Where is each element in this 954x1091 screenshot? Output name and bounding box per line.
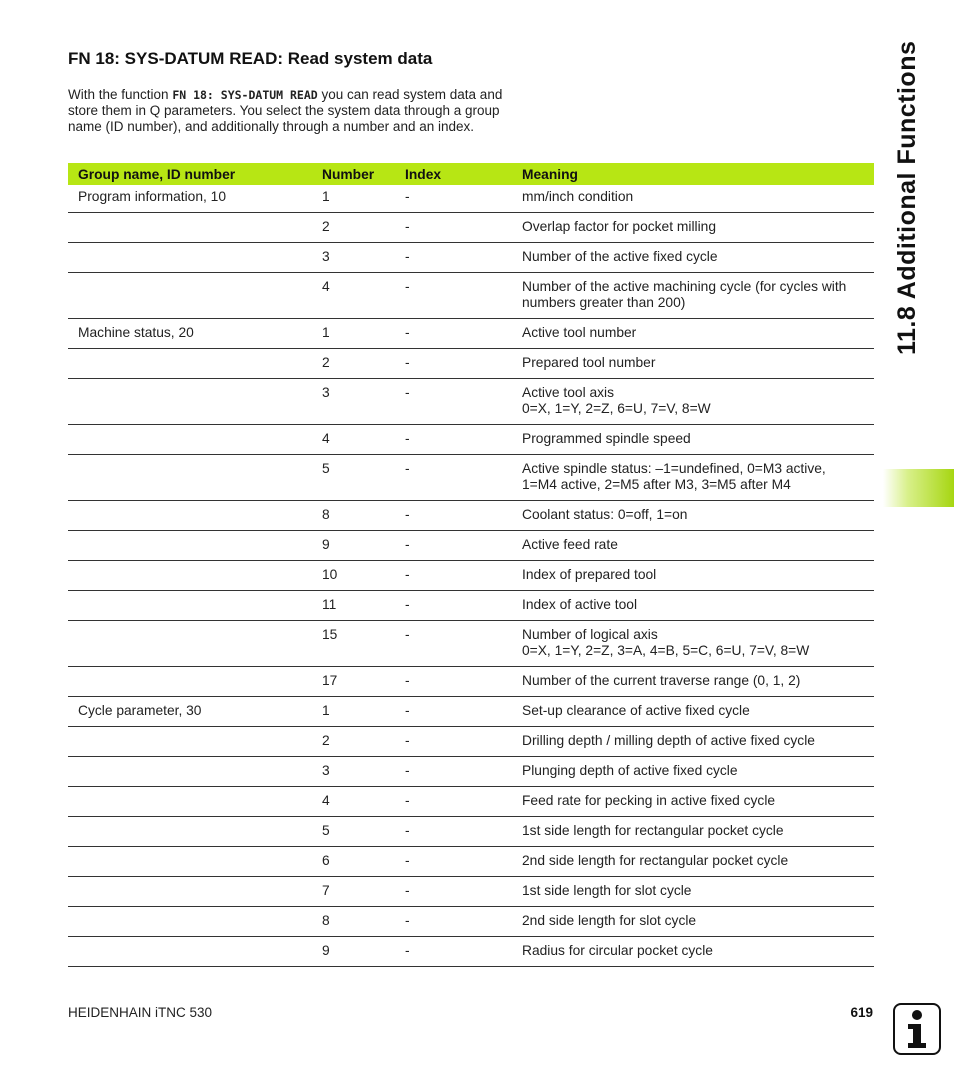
meaning-line: Number of the current traverse range (0, 1, 2) xyxy=(522,673,801,688)
cell-group xyxy=(68,667,312,697)
chapter-tab-marker xyxy=(883,469,954,507)
cell-meaning xyxy=(512,757,874,787)
cell-group xyxy=(68,213,312,243)
table-row xyxy=(68,937,874,967)
cell-group xyxy=(68,273,312,319)
table-header-row xyxy=(68,163,874,185)
cell-number: 8 xyxy=(312,501,395,531)
table-row xyxy=(68,273,874,319)
meaning-line: Active tool axis xyxy=(522,385,615,400)
cell-group xyxy=(68,425,312,455)
meaning-line: Set-up clearance of active fixed cycle xyxy=(522,703,750,718)
cell-group xyxy=(68,727,312,757)
section-heading: FN 18: SYS-DATUM READ: Read system data xyxy=(68,49,433,68)
table-row xyxy=(68,213,874,243)
cell-meaning xyxy=(512,787,874,817)
cell-meaning xyxy=(512,455,874,501)
cell-meaning xyxy=(512,667,874,697)
cell-meaning xyxy=(512,591,874,621)
cell-number: 5 xyxy=(312,455,395,501)
meaning-line: Index of active tool xyxy=(522,597,638,612)
column-header-meaning: Meaning xyxy=(512,163,874,185)
cell-meaning xyxy=(512,561,874,591)
cell-meaning xyxy=(512,425,874,455)
cell-index: - xyxy=(395,907,512,937)
table-row xyxy=(68,817,874,847)
cell-number: 9 xyxy=(312,531,395,561)
cell-index: - xyxy=(395,501,512,531)
meaning-line-2: 0=X, 1=Y, 2=Z, 3=A, 4=B, 5=C, 6=U, 7=V, 8=W xyxy=(522,643,810,658)
meaning-line-2: 0=X, 1=Y, 2=Z, 6=U, 7=V, 8=W xyxy=(522,401,711,416)
cell-group: Program information, 10 xyxy=(68,185,312,213)
cell-number: 3 xyxy=(312,757,395,787)
cell-group xyxy=(68,455,312,501)
cell-number: 9 xyxy=(312,937,395,967)
table-row xyxy=(68,757,874,787)
cell-meaning xyxy=(512,501,874,531)
cell-group: Machine status, 20 xyxy=(68,319,312,349)
cell-number: 1 xyxy=(312,319,395,349)
table-row xyxy=(68,787,874,817)
cell-index: - xyxy=(395,787,512,817)
cell-group xyxy=(68,907,312,937)
cell-index: - xyxy=(395,621,512,667)
cell-meaning xyxy=(512,847,874,877)
intro-paragraph xyxy=(68,87,518,135)
cell-index: - xyxy=(395,531,512,561)
cell-number: 11 xyxy=(312,591,395,621)
meaning-line: 2nd side length for slot cycle xyxy=(522,913,697,928)
cell-group xyxy=(68,591,312,621)
meaning-line-2: 1=M4 active, 2=M5 after M3, 3=M5 after M4 xyxy=(522,477,791,492)
function-code: FN 18: SYS-DATUM READ xyxy=(172,88,318,102)
table-row xyxy=(68,907,874,937)
cell-number: 1 xyxy=(312,697,395,727)
cell-index: - xyxy=(395,213,512,243)
cell-number: 3 xyxy=(312,243,395,273)
column-header-group: Group name, ID number xyxy=(68,163,312,185)
cell-meaning xyxy=(512,213,874,243)
cell-index: - xyxy=(395,243,512,273)
cell-group xyxy=(68,561,312,591)
meaning-line: Active tool number xyxy=(522,325,637,340)
table-row xyxy=(68,455,874,501)
meaning-line: 1st side length for rectangular pocket cycle xyxy=(522,823,784,838)
cell-number: 5 xyxy=(312,817,395,847)
cell-number: 17 xyxy=(312,667,395,697)
page-number: 619 xyxy=(850,1005,873,1020)
cell-meaning xyxy=(512,273,874,319)
cell-group xyxy=(68,349,312,379)
cell-index: - xyxy=(395,667,512,697)
cell-group xyxy=(68,817,312,847)
chapter-side-title: 11.8 Additional Functions xyxy=(893,40,921,355)
cell-group xyxy=(68,621,312,667)
table-body xyxy=(68,185,874,967)
cell-number: 7 xyxy=(312,877,395,907)
cell-number: 6 xyxy=(312,847,395,877)
meaning-line: Plunging depth of active fixed cycle xyxy=(522,763,738,778)
meaning-line: Active spindle status: –1=undefined, 0=M3 active, xyxy=(522,461,826,476)
table-row xyxy=(68,847,874,877)
cell-group xyxy=(68,937,312,967)
meaning-line: mm/inch condition xyxy=(522,189,634,204)
cell-meaning xyxy=(512,937,874,967)
cell-number: 4 xyxy=(312,273,395,319)
cell-index: - xyxy=(395,379,512,425)
cell-meaning xyxy=(512,379,874,425)
cell-number: 2 xyxy=(312,213,395,243)
table-row xyxy=(68,319,874,349)
table-row xyxy=(68,877,874,907)
cell-meaning xyxy=(512,319,874,349)
meaning-line: Number of logical axis xyxy=(522,627,658,642)
cell-index: - xyxy=(395,877,512,907)
cell-index: - xyxy=(395,273,512,319)
meaning-line: Radius for circular pocket cycle xyxy=(522,943,713,958)
cell-group xyxy=(68,877,312,907)
cell-number: 4 xyxy=(312,787,395,817)
cell-meaning xyxy=(512,907,874,937)
table-row xyxy=(68,425,874,455)
cell-index: - xyxy=(395,847,512,877)
info-icon xyxy=(893,1003,941,1055)
cell-index: - xyxy=(395,697,512,727)
cell-group xyxy=(68,243,312,273)
intro-text-before: With the function xyxy=(68,87,173,102)
cell-number: 15 xyxy=(312,621,395,667)
table-row xyxy=(68,561,874,591)
cell-number: 4 xyxy=(312,425,395,455)
table-row xyxy=(68,667,874,697)
cell-meaning xyxy=(512,185,874,213)
cell-meaning xyxy=(512,727,874,757)
meaning-line: Index of prepared tool xyxy=(522,567,657,582)
meaning-line: Number of the active machining cycle (for cycles with numbers greater than 200) xyxy=(522,279,847,310)
table-row xyxy=(68,349,874,379)
cell-group xyxy=(68,379,312,425)
table-row xyxy=(68,727,874,757)
meaning-line: Feed rate for pecking in active fixed cycle xyxy=(522,793,776,808)
cell-number: 1 xyxy=(312,185,395,213)
cell-number: 3 xyxy=(312,379,395,425)
cell-meaning xyxy=(512,697,874,727)
table-row xyxy=(68,243,874,273)
cell-index: - xyxy=(395,561,512,591)
cell-index: - xyxy=(395,757,512,787)
intro-text-after: you can read system data and store them in Q parameters. You select the system data through a group name (ID number), and additionally through a number and an index. xyxy=(68,87,503,134)
cell-group xyxy=(68,501,312,531)
cell-index: - xyxy=(395,455,512,501)
cell-meaning xyxy=(512,531,874,561)
cell-meaning xyxy=(512,877,874,907)
meaning-line: Number of the active fixed cycle xyxy=(522,249,718,264)
cell-index: - xyxy=(395,817,512,847)
table-row xyxy=(68,185,874,213)
meaning-line: 1st side length for slot cycle xyxy=(522,883,692,898)
meaning-line: 2nd side length for rectangular pocket cycle xyxy=(522,853,789,868)
cell-number: 10 xyxy=(312,561,395,591)
cell-index: - xyxy=(395,591,512,621)
table-row xyxy=(68,379,874,425)
table-row xyxy=(68,531,874,561)
info-glyph xyxy=(895,1005,939,1053)
system-data-table xyxy=(68,163,874,967)
cell-number: 2 xyxy=(312,349,395,379)
table-row xyxy=(68,501,874,531)
cell-group: Cycle parameter, 30 xyxy=(68,697,312,727)
cell-group xyxy=(68,757,312,787)
cell-number: 8 xyxy=(312,907,395,937)
cell-meaning xyxy=(512,817,874,847)
cell-index: - xyxy=(395,185,512,213)
meaning-line: Coolant status: 0=off, 1=on xyxy=(522,507,688,522)
meaning-line: Overlap factor for pocket milling xyxy=(522,219,716,234)
table-row xyxy=(68,591,874,621)
cell-group xyxy=(68,787,312,817)
cell-index: - xyxy=(395,937,512,967)
cell-index: - xyxy=(395,727,512,757)
meaning-line: Prepared tool number xyxy=(522,355,656,370)
cell-meaning xyxy=(512,621,874,667)
footer-product-name: HEIDENHAIN iTNC 530 xyxy=(68,1005,213,1020)
table-row xyxy=(68,621,874,667)
column-header-number: Number xyxy=(312,163,395,185)
table-row xyxy=(68,697,874,727)
cell-group xyxy=(68,847,312,877)
cell-meaning xyxy=(512,349,874,379)
cell-index: - xyxy=(395,349,512,379)
cell-index: - xyxy=(395,425,512,455)
cell-index: - xyxy=(395,319,512,349)
column-header-index: Index xyxy=(395,163,512,185)
meaning-line: Programmed spindle speed xyxy=(522,431,691,446)
meaning-line: Active feed rate xyxy=(522,537,618,552)
cell-group xyxy=(68,531,312,561)
cell-meaning xyxy=(512,243,874,273)
cell-number: 2 xyxy=(312,727,395,757)
meaning-line: Drilling depth / milling depth of active fixed cycle xyxy=(522,733,815,748)
